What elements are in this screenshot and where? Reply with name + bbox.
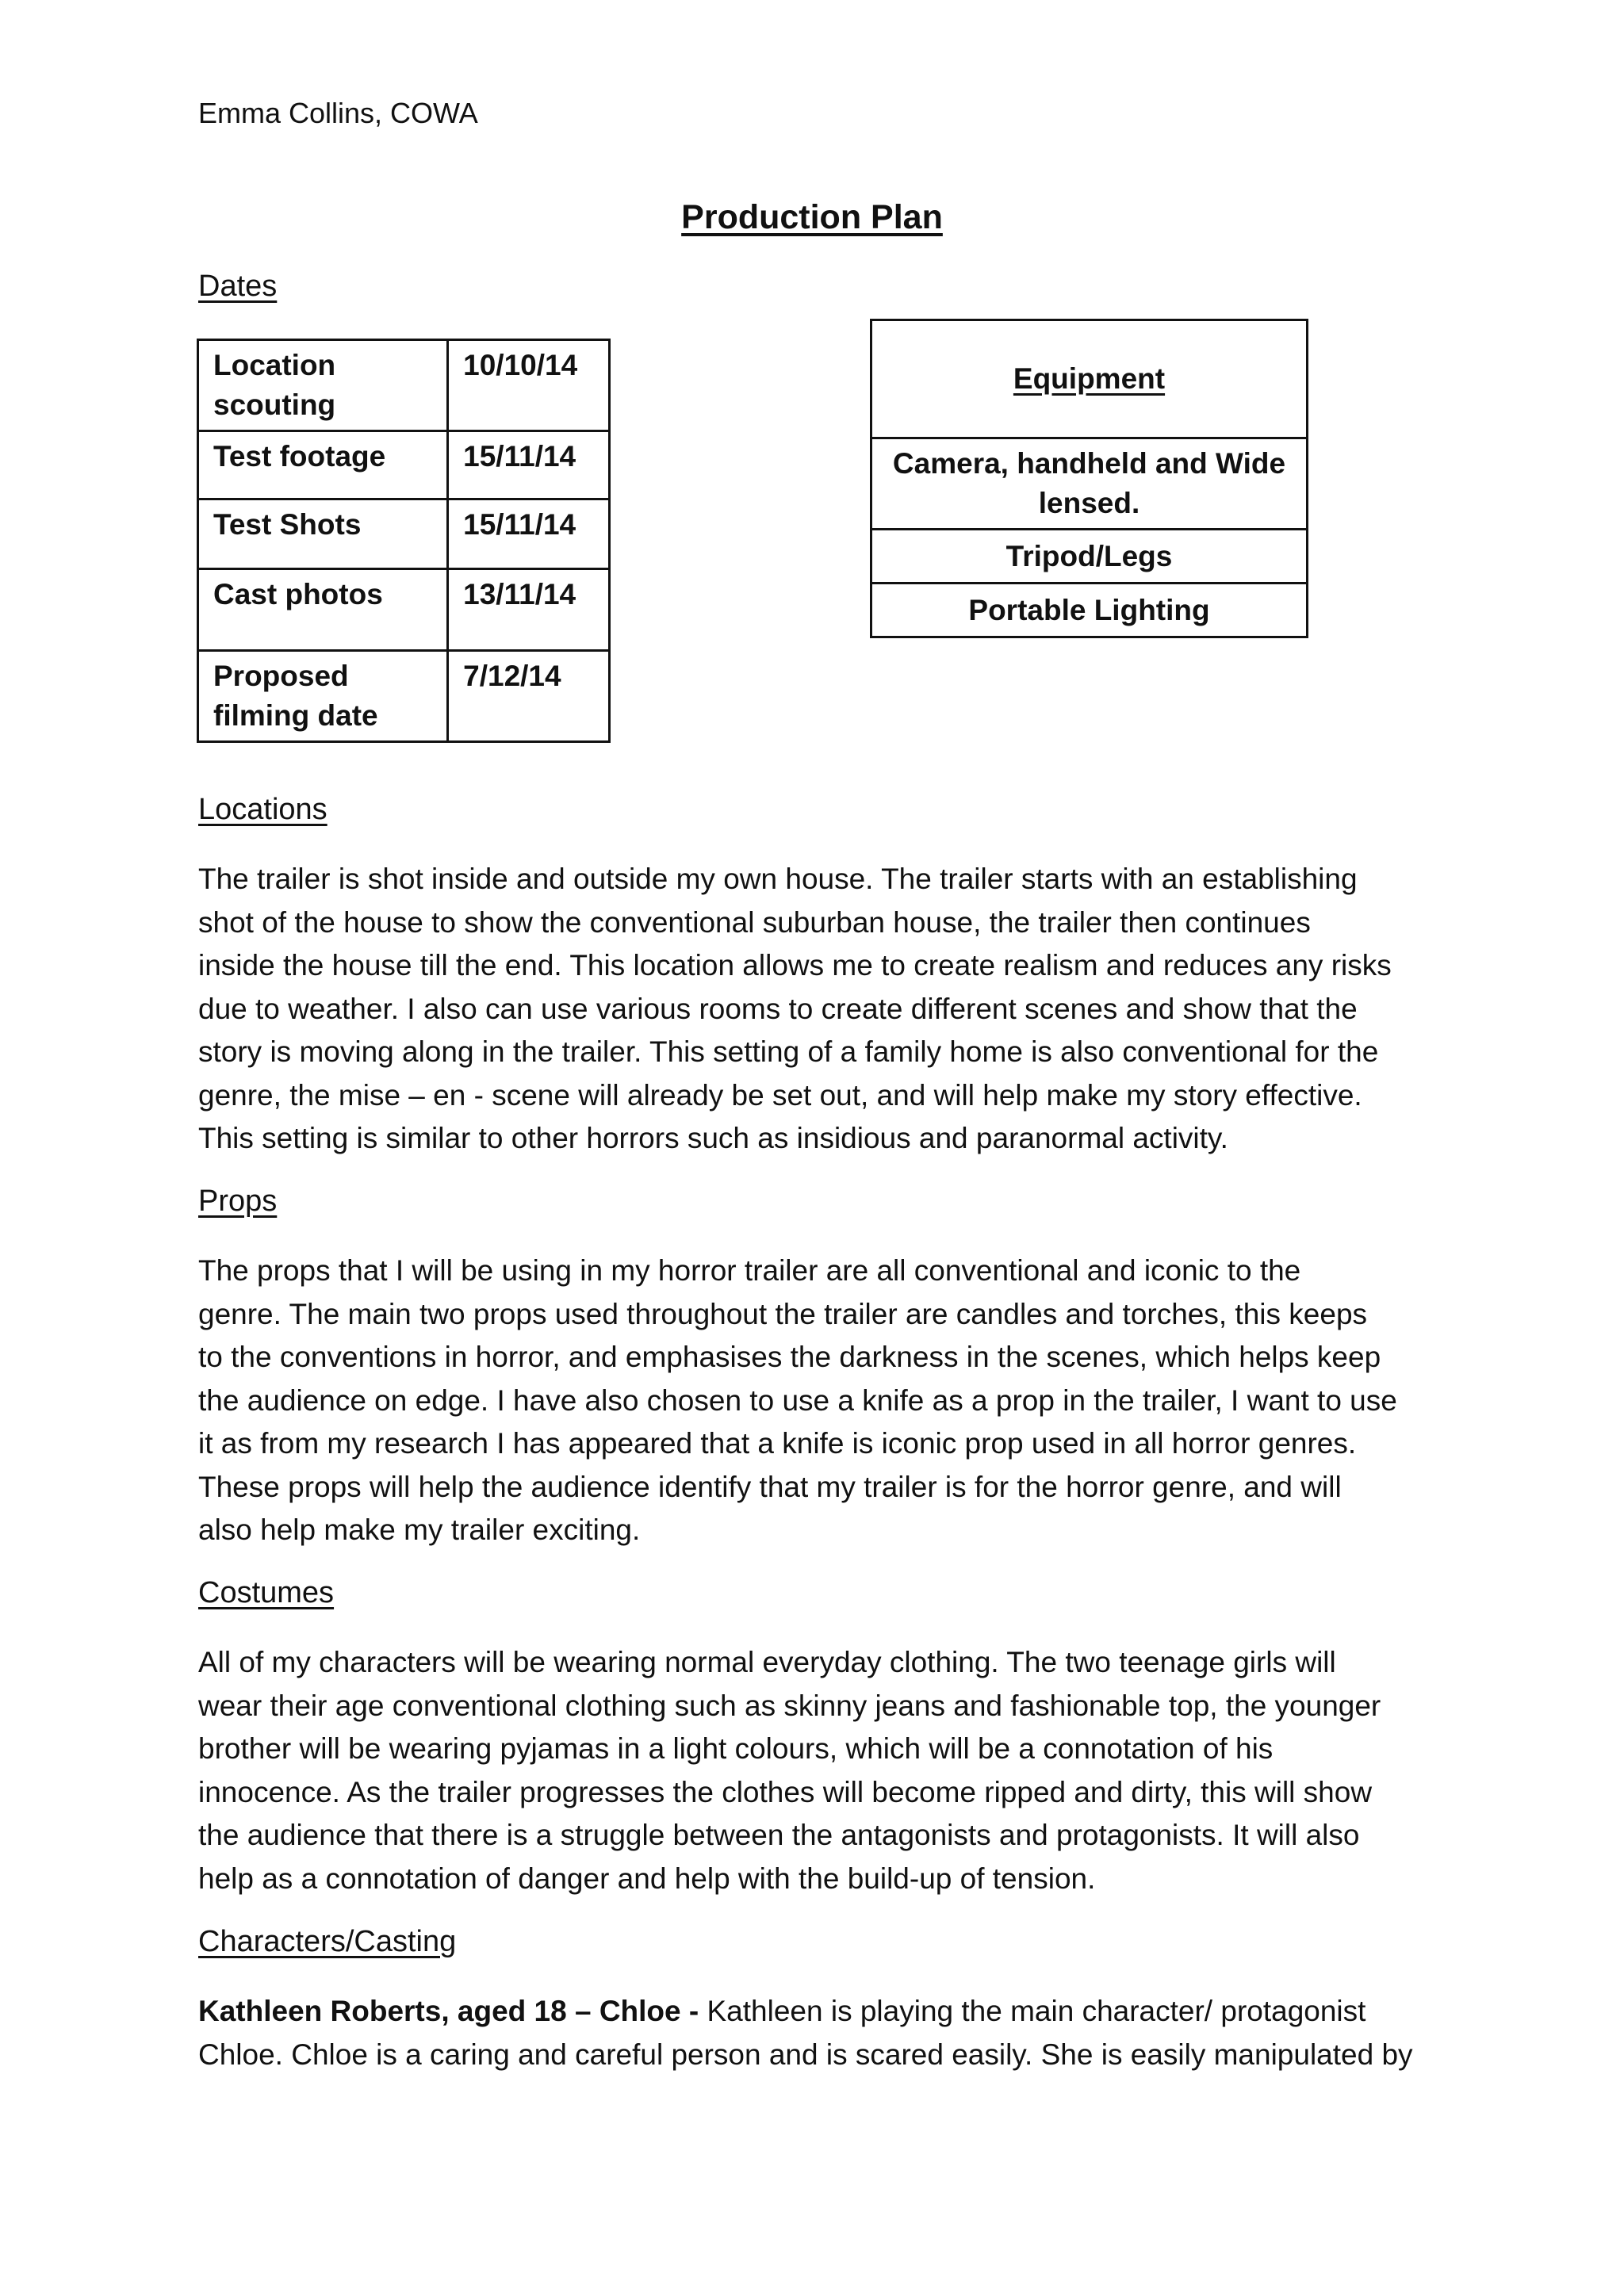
props-paragraph [198, 1249, 1435, 1552]
text-line: brother will be wearing pyjamas in a light colours, which will be a connotation of his [198, 1732, 1274, 1765]
costumes-heading: Costumes [198, 1576, 335, 1609]
table-row [198, 340, 610, 431]
table-row [198, 499, 610, 569]
table-row [871, 584, 1308, 637]
locations-paragraph [198, 858, 1435, 1161]
table-row [198, 651, 610, 742]
date-label: Proposed filming date [198, 651, 448, 742]
equipment-item: Portable Lighting [871, 584, 1308, 637]
author-name: Emma Collins, COWA [198, 97, 478, 129]
date-label: Test Shots [198, 499, 448, 569]
text-line: inside the house till the end. This location allows me to create realism and reduces any risks [198, 949, 1392, 982]
text-line: story is moving along in the trailer. This setting of a family home is also conventional for the [198, 1035, 1379, 1068]
date-label: Location scouting [198, 340, 448, 431]
characters-heading: Characters/Casting [198, 1925, 457, 1958]
table-row [871, 320, 1308, 438]
equipment-item: Tripod/Legs [871, 530, 1308, 584]
date-value: 10/10/14 [448, 340, 610, 431]
props-heading: Props [198, 1184, 278, 1218]
text-line: wear their age conventional clothing such as skinny jeans and fashionable top, the younger [198, 1689, 1381, 1722]
text-line: the audience that there is a struggle between the antagonists and protagonists. It will also [198, 1819, 1360, 1851]
text-line: help as a connotation of danger and help with the build-up of tension. [198, 1862, 1096, 1895]
text-line: These props will help the audience identify that my trailer is for the horror genre, and will [198, 1470, 1342, 1503]
equipment-table [870, 319, 1308, 638]
dates-table [197, 339, 611, 743]
equipment-heading: Equipment [871, 320, 1308, 438]
date-value: 13/11/14 [448, 569, 610, 651]
date-label: Cast photos [198, 569, 448, 651]
table-row [198, 569, 610, 651]
date-label: Test footage [198, 431, 448, 499]
date-value: 15/11/14 [448, 431, 610, 499]
costumes-paragraph [198, 1641, 1435, 1900]
table-row [871, 438, 1308, 530]
character-description: Kathleen is playing the main character/ protagonist [699, 1995, 1366, 2027]
text-line: the audience on edge. I have also chosen to use a knife as a prop in the trailer, I want to use [198, 1383, 1397, 1417]
table-row [871, 530, 1308, 584]
table-row [198, 431, 610, 499]
text-line: The trailer is shot inside and outside my own house. The trailer starts with an establishing [198, 863, 1358, 895]
text-line: All of my characters will be wearing normal everyday clothing. The two teenage girls will [198, 1646, 1336, 1678]
date-value: 15/11/14 [448, 499, 610, 569]
text-line: Chloe. Chloe is a caring and careful person and is scared easily. She is easily manipulated by [198, 2038, 1413, 2071]
text-line: This setting is similar to other horrors such as insidious and paranormal activity. [198, 1122, 1228, 1154]
locations-heading: Locations [198, 793, 327, 826]
text-line: to the conventions in horror, and emphasises the darkness in the scenes, which helps keep [198, 1341, 1381, 1373]
text-line: due to weather. I also can use various rooms to create different scenes and show that the [198, 992, 1358, 1025]
document-title: Production Plan [681, 198, 943, 236]
text-line: it as from my research I has appeared that a knife is iconic prop used in all horror genres. [198, 1427, 1357, 1460]
text-line: innocence. As the trailer progresses the clothes will become ripped and dirty, this will show [198, 1775, 1373, 1808]
characters-paragraph [198, 1990, 1435, 2076]
dates-heading: Dates [198, 270, 278, 303]
text-line: The props that I will be using in my horror trailer are all conventional and iconic to the [198, 1254, 1301, 1287]
character-name: Kathleen Roberts, aged 18 – Chloe - [198, 1995, 699, 2027]
date-value: 7/12/14 [448, 651, 610, 742]
text-line: also help make my trailer exciting. [198, 1513, 641, 1546]
text-line [198, 1990, 1435, 2034]
text-line: shot of the house to show the conventional suburban house, the trailer then continues [198, 905, 1311, 939]
text-line: genre, the mise – en - scene will already be set out, and will help make my story effective. [198, 1078, 1362, 1112]
text-line: genre. The main two props used throughout the trailer are candles and torches, this keeps [198, 1297, 1368, 1330]
equipment-item: Camera, handheld and Wide lensed. [871, 438, 1308, 530]
